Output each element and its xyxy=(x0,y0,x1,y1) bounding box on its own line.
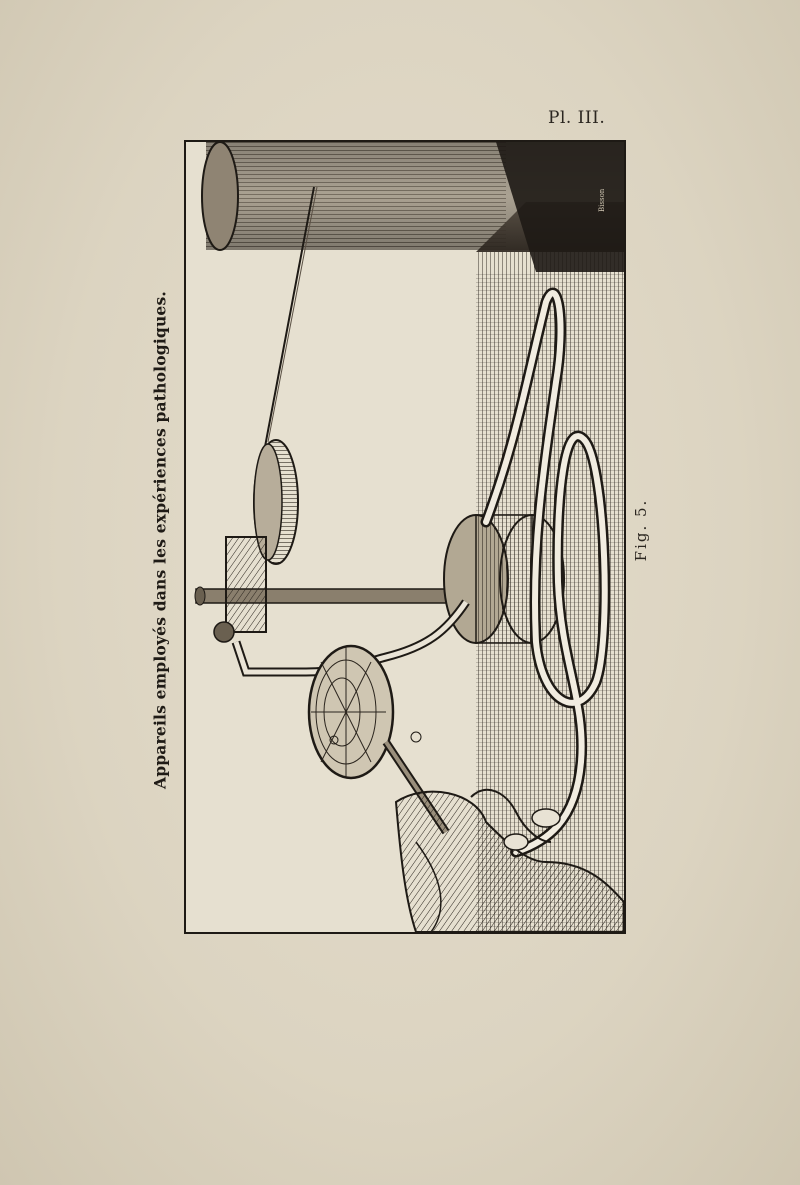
plate-number: Pl. III. xyxy=(548,108,606,128)
svg-text:Bisson: Bisson xyxy=(598,188,606,212)
figure-label: Fig. 5. xyxy=(632,498,650,562)
engraving-illustration xyxy=(184,140,626,934)
page-title: Appareils employés dans les expériences pathologiques. xyxy=(150,290,170,790)
engraving-apparatus-illustration xyxy=(186,142,624,932)
